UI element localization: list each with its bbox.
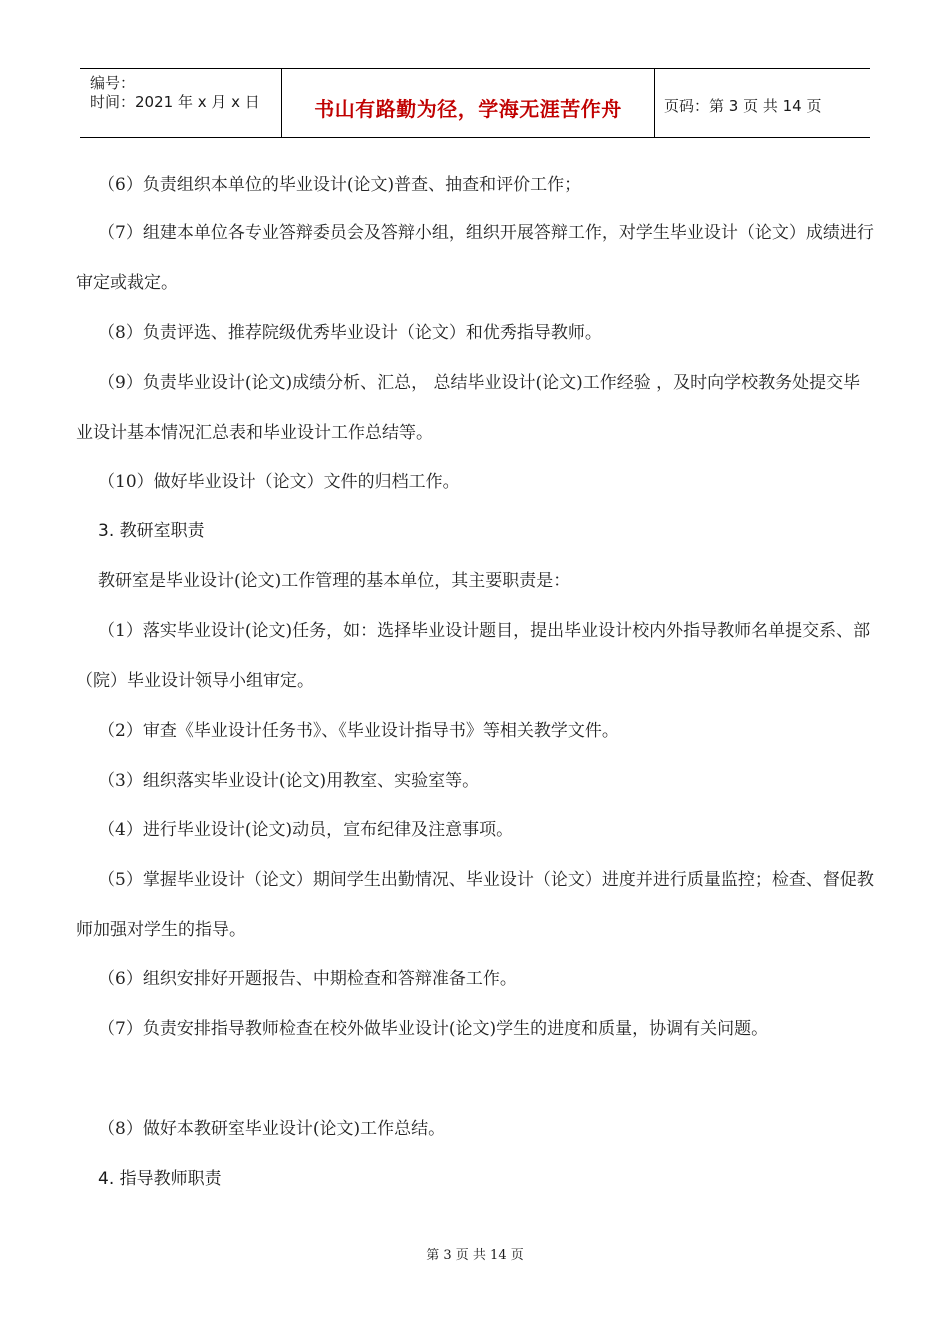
header-page-cell: [656, 69, 870, 137]
motto: 书山有路勤为径，学海无涯苦作舟: [314, 97, 622, 121]
duty-item-5: （5）掌握毕业设计（论文）期间学生出勤情况、毕业设计（论文）进度并进行质量监控；检查、督促教师加强对学生的指导。: [76, 870, 874, 940]
duty-item-1: （1）落实毕业设计(论文)任务，如：选择毕业设计题目，提出毕业设计校内外指导教师名单提交系、部（院）毕业设计领导小组审定。: [76, 621, 871, 691]
paragraph-item-7: （7）组建本单位各专业答辩委员会及答辩小组，组织开展答辩工作，对学生毕业设计（论文）成绩进行审定或裁定。: [76, 223, 874, 293]
section-heading-3: 3. 教研室职责: [98, 521, 205, 541]
paragraph-item-8: （8）负责评选、推荐院级优秀毕业设计（论文）和优秀指导教师。: [98, 323, 602, 343]
header-motto-cell: [282, 69, 655, 137]
document-header: [80, 68, 870, 138]
paragraph-item-6: （6）负责组织本单位的毕业设计(论文)普查、抽查和评价工作；: [98, 175, 582, 195]
paragraph-item-9: （9）负责毕业设计(论文)成绩分析、汇总， 总结毕业设计(论文)工作经验 ，及时向学校教务处提交毕业设计基本情况汇总表和毕业设计工作总结等。: [76, 373, 861, 443]
section-intro: 教研室是毕业设计(论文)工作管理的基本单位，其主要职责是：: [98, 571, 571, 591]
duty-item-4: （4）进行毕业设计(论文)动员，宣布纪律及注意事项。: [98, 820, 514, 840]
number-label: 编号：: [90, 74, 136, 92]
page-info: 页码：第 3 页 共 14 页: [664, 97, 822, 115]
duty-item-6: （6）组织安排好开题报告、中期检查和答辩准备工作。: [98, 969, 517, 989]
duty-item-8: （8）做好本教研室毕业设计(论文)工作总结。: [98, 1119, 446, 1139]
section-heading-4: 4. 指导教师职责: [98, 1169, 222, 1189]
duty-item-2: （2）审查《毕业设计任务书》、《毕业设计指导书》等相关教学文件。: [98, 721, 619, 741]
time-label: 时间：2021 年 x 月 x 日: [90, 93, 260, 111]
duty-item-3: （3）组织落实毕业设计(论文)用教室、实验室等。: [98, 771, 480, 791]
paragraph-item-10: （10）做好毕业设计（论文）文件的归档工作。: [98, 472, 460, 492]
page-footer: 第 3 页 共 14 页: [426, 1248, 524, 1263]
duty-item-7: （7）负责安排指导教师检查在校外做毕业设计(论文)学生的进度和质量，协调有关问题。: [98, 1019, 769, 1039]
header-meta-cell: [80, 69, 282, 137]
